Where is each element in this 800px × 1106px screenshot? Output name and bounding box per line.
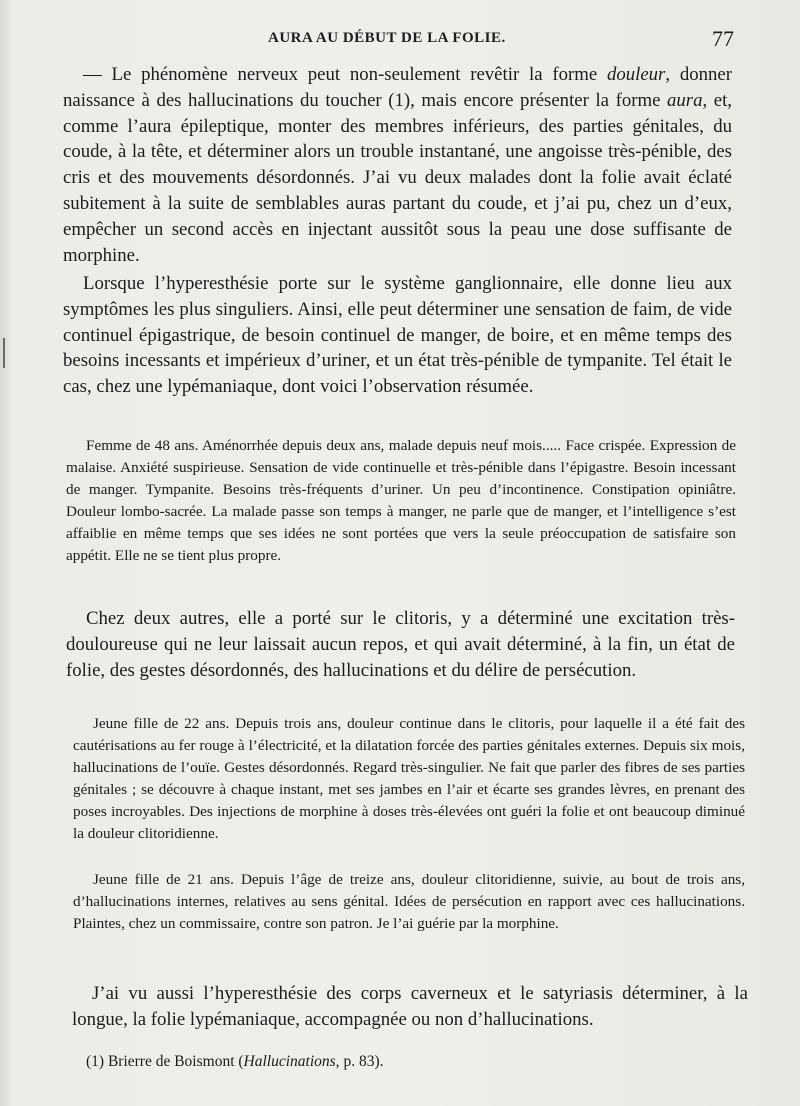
observation-femme-48: Femme de 48 ans. Aménorrhée depuis deux ans, malade depuis neuf mois..... Face crispée. Expression de malaise. Anxiété suspirieuse. Sensation de vide continuelle et très-pénible dans l’épigastre. Besoin incessant de manger. Tympanite. Besoins très-fréquents d’uriner. Un peu d’incontinence. Constipation opiniâtre. Douleur lombo-sacrée. La malade passe son temps à manger, ne parle que de manger, et l’intelligence s’est affaiblie en même temps que ses idées ne sont portées que vers la seule préoccupation de satisfaire son appétit. Elle ne se tient plus propre. xyxy=(66,437,736,564)
paragraph-aura xyxy=(63,62,732,268)
italic-douleur: douleur xyxy=(606,64,666,85)
observation-jeune-fille-22: Jeune fille de 22 ans. Depuis trois ans, douleur continue dans le clitoris, pour laquelle il a été fait des cautérisations au fer rouge à l’électricité, et la dilatation forcée des parties génitales externes. Depuis six mois, hallucinations de l’ouïe. Gestes désordonnés. Regard très-singulier. Ne fait que parler des fibres de ses parties génitales ; se découvre à chaque instant, met ses jambes en l’air et écarte ses grandes lèvres, en prenant des poses incroyables. Des injections de morphine à doses très-élevées ont guéri la folie et ont beaucoup diminué la douleur clitoridienne. xyxy=(73,715,745,842)
paragraph-ganglionnaire: Lorsque l’hyperesthésie porte sur le système ganglionnaire, elle donne lieu aux symptômes les plus singuliers. Ainsi, elle peut déterminer une sensation de faim, de vide continuel épigastrique, de besoin continuel de manger, de boire, et en même temps des besoins incessants et impérieux d’uriner, et un état très-pénible de tympanite. Tel était le cas, chez une lypémaniaque, dont voici l’observation résumée. xyxy=(63,273,732,398)
observation-jeune-fille-21: Jeune fille de 21 ans. Depuis l’âge de treize ans, douleur clitoridienne, suivie, au bout de trois ans, d’hallucinations internes, relatives au sens génital. Idées de persécution en rapport avec ces hallucinations. Plaintes, chez un commissaire, contre son patron. Je l’ai guérie par la morphine. xyxy=(73,871,745,932)
paragraph-satyriasis: J’ai vu aussi l’hyperesthésie des corps caverneux et le satyriasis déterminer, à la longue, la folie lypémaniaque, accompagnée ou non d’hallucinations. xyxy=(72,983,748,1030)
footnote-prefix: (1) Brierre de Boismont ( xyxy=(86,1053,244,1070)
running-title: AURA AU DÉBUT DE LA FOLIE. xyxy=(268,30,506,46)
paragraph-clitoris: Chez deux autres, elle a porté sur le clitoris, y a déterminé une excitation très-douloureuse qui ne leur laissait aucun repos, et qui avait déterminé, à la fin, un état de folie, des gestes désordonnés, des hallucinations et du délire de persécution. xyxy=(66,608,735,681)
footnote-suffix: p. 83). xyxy=(339,1053,384,1070)
paragraph-aura-text-2: , donner naissance à des hallucinations du toucher (1), mais encore présenter la forme xyxy=(63,64,732,111)
footnote-italic-title: Hallucinations, xyxy=(243,1053,340,1070)
running-header xyxy=(60,26,734,54)
italic-aura: aura xyxy=(667,89,703,111)
margin-mark xyxy=(3,338,5,368)
paragraph-aura-text-3: , et, comme l’aura épileptique, monter des membres inférieurs, des parties génitales, du coude, à la tête, et déterminer alors un trouble instantané, une angoisse très-pénible, des cris et des mouvements désordonnés. J’ai vu deux malades dont la folie avait éclaté subitement à la suite de semblables auras partant du coude, et j’ai pu, chez un d’eux, empêcher un second accès en injectant aussitôt sous la peau une dose suffisante de morphine. xyxy=(63,89,733,266)
footnote xyxy=(86,1053,383,1071)
paragraph-aura-text-1: — Le phénomène nerveux peut non-seulement revêtir la forme xyxy=(83,64,607,85)
page-number: 77 xyxy=(712,26,734,51)
